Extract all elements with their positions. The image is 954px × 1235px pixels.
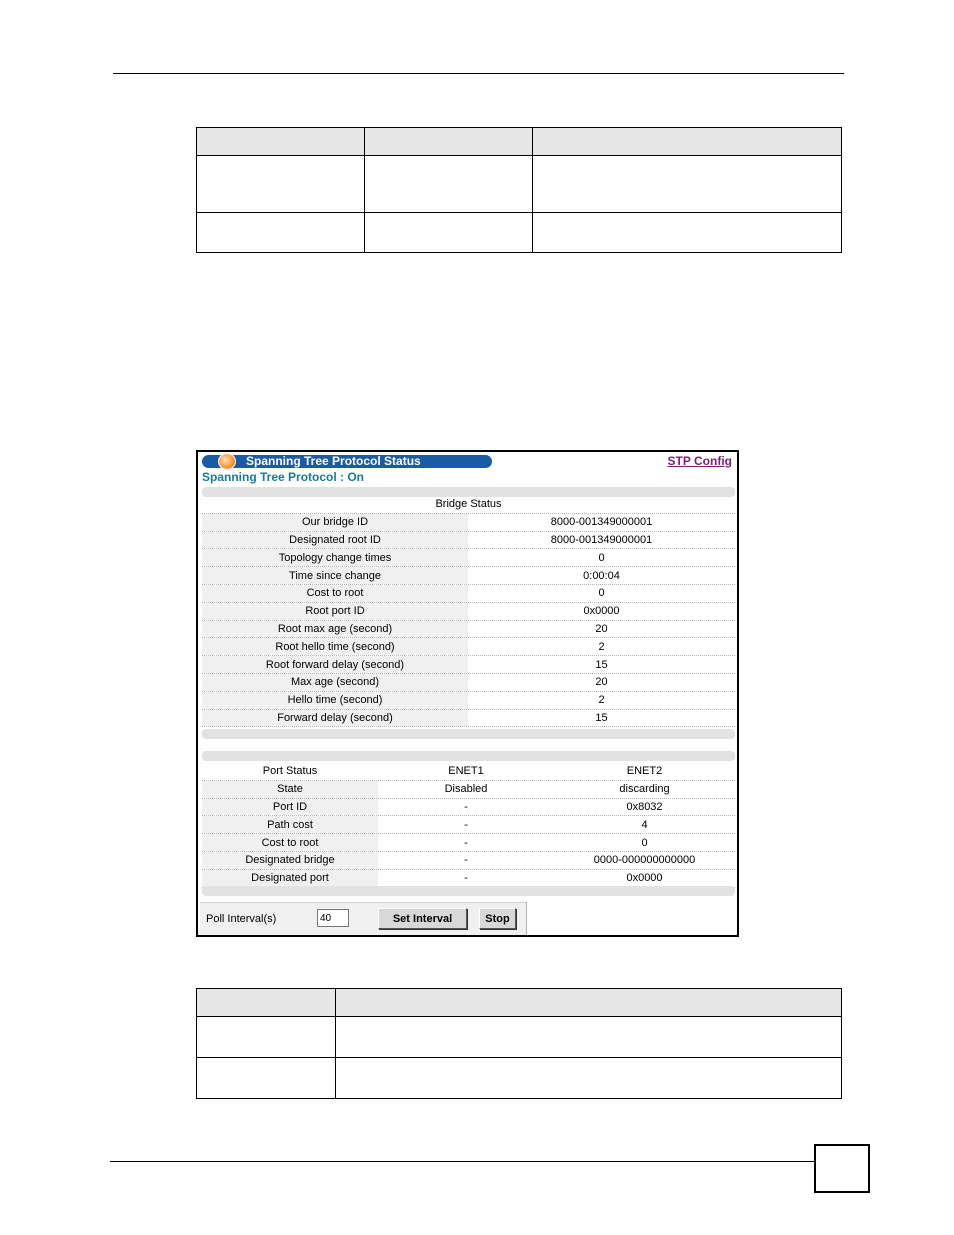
bridge-status-label: Max age (second) [202,674,468,691]
poll-interval-input[interactable] [317,909,349,927]
stp-status-panel [196,450,739,937]
bridge-status-label: Root max age (second) [202,621,468,638]
panel-title: Spanning Tree Protocol Status [246,454,421,468]
table-cell [197,1058,336,1099]
bridge-status-table [202,496,735,727]
table-cell [335,1017,841,1058]
enet1-value: - [464,854,468,867]
poll-bar [200,902,527,936]
table-cell [533,156,842,213]
bridge-status-value: 20 [595,622,608,635]
table-cell [197,213,365,253]
top-table [196,127,842,253]
bridge-status-value: 8000-001349000001 [550,533,653,546]
enet1-value: Disabled [444,783,488,796]
port-status-row [202,816,735,834]
port-status-table [202,763,735,888]
table-cell [335,1058,841,1099]
bridge-status-value: 15 [595,711,608,724]
port-status-row [202,799,735,817]
bridge-status-row [202,603,735,621]
bridge-status-label: Our bridge ID [202,514,468,531]
enet2-value: discarding [619,783,670,796]
table-cell [197,989,336,1017]
enet2-value: 0000-000000000000 [593,854,696,867]
bridge-status-label: Root hello time (second) [202,638,468,655]
bridge-status-label: Designated root ID [202,532,468,549]
enet2-value: 0x8032 [626,800,663,813]
bridge-status-label: Cost to root [202,585,468,602]
enet2-value: 0 [641,836,648,849]
bridge-status-label: Root forward delay (second) [202,656,468,673]
bridge-status-row [202,585,735,603]
bridge-status-row [202,514,735,532]
bridge-status-row [202,567,735,585]
port-status-label: Designated bridge [202,852,378,869]
bridge-status-label: Time since change [202,567,468,584]
stp-config-link[interactable]: STP Config [667,454,732,468]
port-status-row [202,870,735,888]
table-cell [335,989,841,1017]
table-cell [197,128,365,156]
port-status-label: Path cost [202,816,378,833]
divider-bar [202,886,735,896]
protocol-status: Spanning Tree Protocol : On [202,470,365,484]
bridge-status-title: Bridge Status [435,498,502,511]
port-status-label: Port ID [202,799,378,816]
bridge-status-label: Hello time (second) [202,692,468,709]
enet1-value: - [464,836,468,849]
enet2-value: 0x0000 [626,872,663,885]
divider-bar [202,729,735,739]
table-cell [364,213,533,253]
bottom-table [196,988,842,1099]
table-cell [197,1017,336,1058]
table-cell [197,156,365,213]
port-status-row [202,852,735,870]
port-status-title: Port Status [262,765,318,778]
bridge-status-row [202,656,735,674]
port-status-label: State [202,781,378,798]
set-interval-button[interactable]: Set Interval [378,908,467,929]
enet1-value: - [464,818,468,831]
bridge-status-value: 0 [598,551,605,564]
orange-dot-icon [218,453,236,470]
table-cell [533,128,842,156]
bridge-status-value: 15 [595,658,608,671]
enet1-value: - [464,800,468,813]
bridge-status-row [202,710,735,728]
port-status-header [202,763,735,781]
title-bar [202,455,492,468]
enet2-value: 4 [641,818,648,831]
port-status-label: Designated port [202,870,378,887]
bridge-status-row [202,638,735,656]
port-status-row [202,834,735,852]
bridge-status-value: 20 [595,676,608,689]
stop-button[interactable]: Stop [479,908,516,929]
bridge-status-value: 0:00:04 [583,569,620,582]
bridge-status-label: Forward delay (second) [202,710,468,727]
table-cell [364,156,533,213]
bridge-status-row [202,674,735,692]
bridge-status-label: Root port ID [202,603,468,620]
bridge-status-value: 2 [598,640,605,653]
bridge-status-value: 0x0000 [583,605,620,618]
divider-bar [202,751,735,761]
port-status-label: Cost to root [202,834,378,851]
footer-rule [110,1161,815,1162]
bridge-status-row [202,549,735,567]
enet1-value: - [464,872,468,885]
bridge-status-label: Topology change times [202,549,468,566]
header-rule [113,73,844,74]
bridge-status-row [202,532,735,550]
enet1-header: ENET1 [448,765,484,778]
bridge-status-header [202,496,735,514]
page-number-box [814,1144,870,1193]
bridge-status-value: 0 [598,587,605,600]
bridge-status-row [202,692,735,710]
poll-interval-label: Poll Interval(s) [206,913,277,925]
bridge-status-row [202,621,735,639]
bridge-status-value: 2 [598,694,605,707]
port-status-row [202,781,735,799]
table-cell [364,128,533,156]
bridge-status-value: 8000-001349000001 [550,516,653,529]
enet2-header: ENET2 [626,765,663,778]
table-cell [533,213,842,253]
